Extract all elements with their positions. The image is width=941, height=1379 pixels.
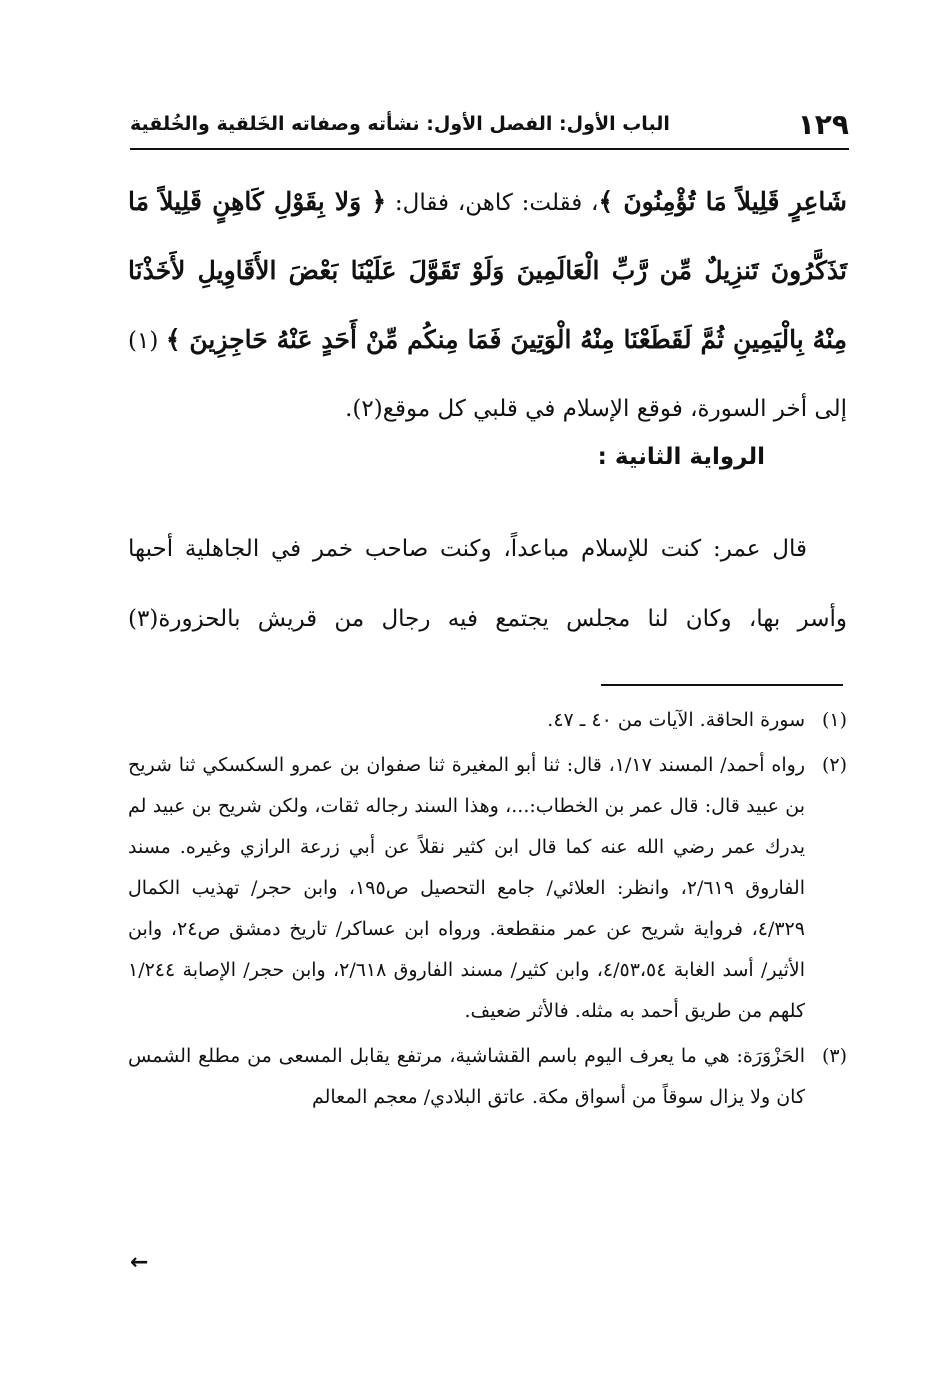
footnote-number: (٣)	[821, 1045, 847, 1067]
page-header	[130, 104, 849, 144]
second-paragraph-text: قال عمر: كنت للإسلام مباعداً، وكنت صاحب خمر في الجاهلية أحبها وأسر بها، وكان لنا مجلس يجتمع فيه رجال من قريش بالحزورة(٣)	[128, 536, 847, 632]
footnote-number: (١)	[821, 709, 847, 731]
second-paragraph	[128, 514, 847, 654]
running-head: الباب الأول: الفصل الأول: نشأته وصفاته الخَلقية والخُلقية	[130, 113, 670, 135]
quran-verse-2: ﴿ وَلا بِقَوْلِ كَاهِنٍ قَلِيلاً مَا تَذَكَّرُونَ تَنزِيلٌ مِّن رَّبِّ الْعَالَمِينَ وَلَوْ تَقَوَّلَ عَلَيْنَا بَعْضَ الأَقَاوِيلِ لأَخَذْنَا مِنْهُ بِالْيَمِينِ ثُمَّ لَقَطَعْنَا مِنْهُ الْوَتِينَ فَمَا مِنكُم مِّنْ أَحَدٍ عَنْهُ حَاجِزِينَ ﴾	[128, 187, 847, 354]
body-text-2: (١) إلى أخر السورة، فوقع الإسلام في قلبي كل موقع(٢).	[128, 328, 847, 422]
body-text-1: ، فقلت: كاهن، فقال:	[386, 190, 599, 216]
footnote-text: رواه أحمد/ المسند ١/١٧، قال: ثنا أبو المغيرة ثنا صفوان بن عمرو السكسكي ثنا شريح بن عبيد قال: قال عمر بن الخطاب:...، وهذا السند رجاله ثقات، ولكن شريح بن عبيد لم يدرك عمر رضي الله عنه كما قال ابن كثير نقلاً عن أبي زرعة الرازي وغيره. مسند الفاروق ٢/٦١٩، وانظر: العلائي/ جامع التحصيل ص١٩٥، وابن حجر/ تهذيب الكمال ٤/٣٢٩، فرواية شريح عن عمر منقطعة. ورواه ابن عساكر/ تاريخ دمشق ص٢٤، وابن الأثير/ أسد الغابة ٤/٥٣،٥٤، وابن كثير/ مسند الفاروق ٢/٦١٨، وابن حجر/ الإصابة ١/٢٤٤ كلهم من طريق أحمد به مثله. فالأثر ضعيف.	[128, 754, 806, 1022]
footnotes	[128, 700, 847, 1122]
footnote-number: (٢)	[821, 754, 847, 776]
header-rule	[130, 148, 849, 150]
footnote-separator	[601, 684, 843, 686]
footnote-1	[128, 700, 847, 741]
footnote-text: سورة الحاقة. الآيات من ٤٠ ـ ٤٧.	[547, 709, 805, 731]
quran-verse-1: شَاعِرٍ قَلِيلاً مَا تُؤْمِنُونَ ﴾	[598, 187, 847, 216]
section-heading: الرواية الثانية :	[597, 444, 765, 470]
main-paragraph	[128, 168, 847, 443]
footnote-text: الحَزْوَرَة: هي ما يعرف اليوم باسم القشاشية، مرتفع يقابل المسعى من مطلع الشمس كان ولا يزال سوقاً من أسواق مكة. عاتق البلادي/ معجم المعالم	[128, 1045, 805, 1108]
page-number: ١٢٩	[797, 107, 849, 141]
continuation-arrow-icon: ←	[130, 1250, 149, 1275]
footnote-2	[128, 745, 847, 1032]
footnote-3	[128, 1036, 847, 1118]
